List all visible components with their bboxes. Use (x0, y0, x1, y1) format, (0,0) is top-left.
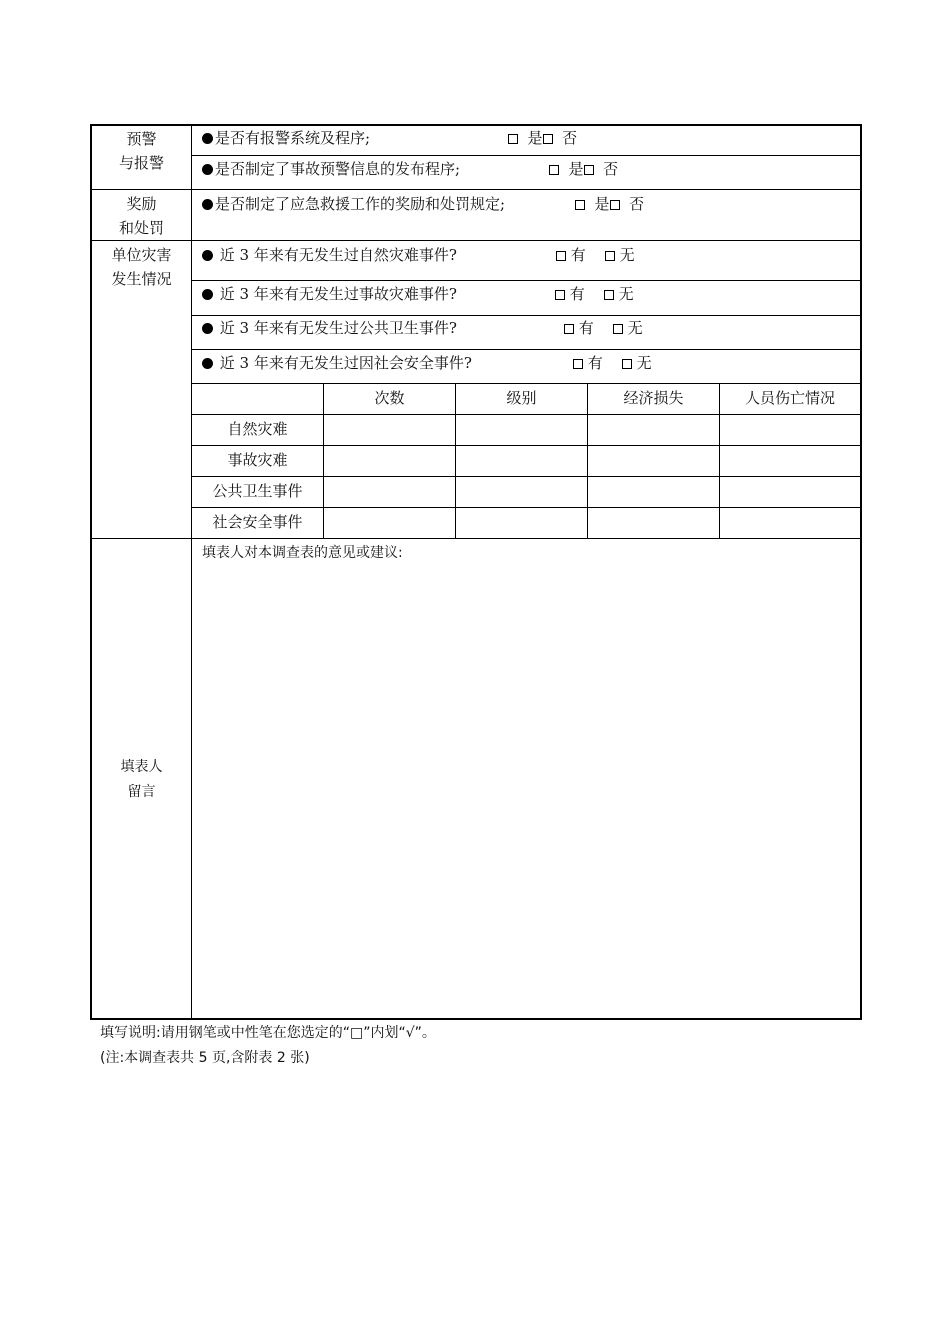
comments-label-1: 填表人 (120, 759, 163, 775)
bullet-icon (202, 250, 213, 261)
bullet-icon (202, 133, 213, 144)
disaster-q4: 近 3 年来有无发生过因社会安全事件? (202, 353, 472, 373)
disaster-label-1: 单位灾害 (111, 246, 172, 264)
disaster-q1-options: 有 无 (556, 245, 635, 265)
checkbox-have[interactable] (573, 359, 583, 369)
disaster-q3-options: 有 无 (564, 318, 643, 338)
rule-warning-mid (191, 155, 862, 156)
reward-label-1: 奖励 (126, 195, 157, 213)
rule-d4 (191, 383, 862, 384)
warning-label-2: 与报警 (118, 154, 164, 172)
rule-disaster-bottom (90, 538, 862, 539)
warning-q1: 是否有报警系统及程序; (202, 128, 370, 148)
table-row-accident: 事故灾难 (227, 451, 288, 469)
comments-textarea[interactable] (192, 566, 860, 1016)
table-row-natural: 自然灾难 (227, 420, 288, 438)
warning-q1-options: 是 否 (508, 128, 577, 148)
rule-reward-bottom (90, 240, 862, 241)
checkbox-have[interactable] (564, 324, 574, 334)
bullet-icon (202, 358, 213, 369)
frame-right (860, 124, 862, 1020)
footer-note: (注:本调查表共 5 页,含附表 2 张) (100, 1050, 310, 1066)
table-cell[interactable] (324, 415, 455, 445)
table-header-casualties: 人员伤亡情况 (744, 389, 835, 407)
disaster-q3: 近 3 年来有无发生过公共卫生事件? (202, 318, 457, 338)
warning-q2-options: 是 否 (549, 159, 618, 179)
comments-label-2: 留言 (127, 784, 156, 800)
table-header-level: 级别 (506, 389, 537, 407)
table-row-public-health: 公共卫生事件 (212, 482, 303, 500)
table-cell[interactable] (720, 415, 860, 445)
bullet-icon (202, 199, 213, 210)
rule-t2 (191, 445, 862, 446)
rule-d2 (191, 315, 862, 316)
bullet-icon (202, 164, 213, 175)
table-cell[interactable] (588, 415, 719, 445)
reward-label-2: 和处罚 (118, 219, 164, 237)
checkbox-yes[interactable] (549, 165, 559, 175)
table-row-social-security: 社会安全事件 (212, 513, 303, 531)
checkbox-no[interactable] (610, 200, 620, 210)
checkbox-no[interactable] (543, 134, 553, 144)
rule-warning-bottom (90, 189, 862, 190)
table-cell[interactable] (456, 415, 587, 445)
rule-d1 (191, 280, 862, 281)
checkbox-none[interactable] (605, 251, 615, 261)
table-header-loss: 经济损失 (623, 389, 684, 407)
footer-instruction: 填写说明:请用钢笔或中性笔在您选定的“□”内划“√”。 (100, 1025, 436, 1041)
checkbox-no[interactable] (584, 165, 594, 175)
disaster-q1: 近 3 年来有无发生过自然灾难事件? (202, 245, 457, 265)
rule-t3 (191, 476, 862, 477)
disaster-q2: 近 3 年来有无发生过事故灾难事件? (202, 284, 457, 304)
rule-d3 (191, 349, 862, 350)
disaster-label-2: 发生情况 (111, 270, 172, 288)
frame-bottom (90, 1018, 862, 1020)
table-header-count: 次数 (374, 389, 405, 407)
checkbox-yes[interactable] (508, 134, 518, 144)
checkbox-have[interactable] (556, 251, 566, 261)
reward-q1: 是否制定了应急救援工作的奖励和处罚规定; (202, 194, 505, 214)
rule-t4 (191, 507, 862, 508)
reward-q1-options: 是 否 (575, 194, 644, 214)
bullet-icon (202, 323, 213, 334)
bullet-icon (202, 289, 213, 300)
checkbox-none[interactable] (613, 324, 623, 334)
checkbox-none[interactable] (622, 359, 632, 369)
checkbox-yes[interactable] (575, 200, 585, 210)
warning-label-1: 预警 (126, 130, 157, 148)
frame-top (90, 124, 862, 126)
disaster-q2-options: 有 无 (555, 284, 634, 304)
checkbox-none[interactable] (604, 290, 614, 300)
warning-q2: 是否制定了事故预警信息的发布程序; (202, 159, 460, 179)
comments-prompt: 填表人对本调查表的意见或建议: (202, 545, 403, 561)
disaster-q4-options: 有 无 (573, 353, 652, 373)
checkbox-have[interactable] (555, 290, 565, 300)
